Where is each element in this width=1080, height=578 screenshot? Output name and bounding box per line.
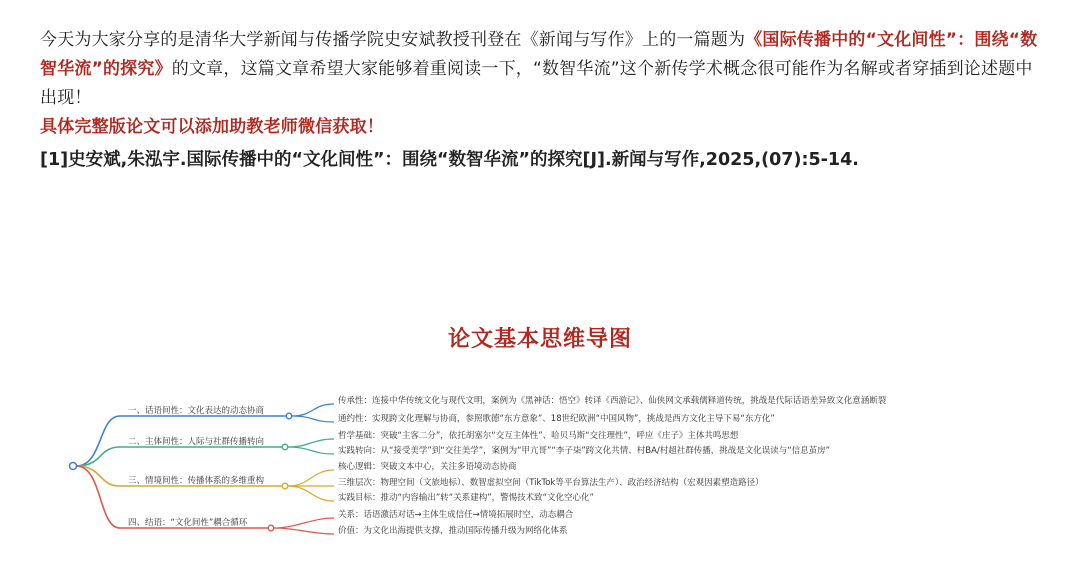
mindmap-leaf-label: 哲学基础：突破“主客二分”，依托胡塞尔“交互主体性”、哈贝马斯“交往理性”，呼应《庄子》主体共鸣思想: [338, 431, 739, 441]
mindmap-root-node: [70, 463, 77, 470]
mindmap: [0, 380, 1080, 570]
mindmap-leaf-connector: [274, 528, 334, 534]
wechat-notice: 具体完整版论文可以添加助教老师微信获取！: [40, 117, 384, 137]
mindmap-branch-connector: [76, 466, 120, 528]
article-title-highlight: 《国际传播中的“文化间性”：围绕“数智华流”的探究》: [40, 30, 1038, 79]
mindmap-leaf-connector: [288, 439, 334, 447]
mindmap-branch-node: [268, 525, 274, 531]
mindmap-branch-connector: [76, 466, 120, 486]
mindmap-branch-node: [286, 413, 292, 419]
mindmap-leaf-label: 关系：话语激活对话→主体生成信任→情境拓展时空，动态耦合: [338, 510, 574, 520]
mindmap-branch-label: 一、话语间性：文化表达的动态协商: [128, 406, 265, 416]
mindmap-branch-connector: [76, 447, 120, 466]
mindmap-leaf-label: 核心逻辑：突破文本中心，关注多语境动态协商: [338, 462, 517, 472]
mindmap-leaf-label: 价值：为文化出海提供支撑，推动国际传播升级为网络化体系: [338, 526, 568, 536]
mindmap-branch-label: 三、情境间性：传播体系的多维重构: [128, 476, 265, 486]
mindmap-leaf-label: 实践目标：推动“内容输出”转“关系建构”，警惕技术致“文化空心化”: [338, 493, 594, 503]
mindmap-leaf-connector: [288, 486, 334, 501]
intro-paragraph: [40, 26, 1040, 113]
mindmap-title: 论文基本思维导图: [447, 327, 632, 352]
mindmap-branch-label: 二、主体间性：人际与社群传播转向: [128, 437, 265, 447]
reference-citation: [1]史安斌,朱泓宇.国际传播中的“文化间性”：围绕“数智华流”的探究[J].新闻与写作,2025,(07):5-14.: [40, 150, 859, 170]
mindmap-leaf-connector: [292, 404, 334, 416]
mindmap-branch-label: 四、结语：“文化间性”耦合循环: [128, 518, 248, 528]
mindmap-leaf-connector: [292, 416, 334, 422]
mindmap-leaf-label: 通约性：实现跨文化理解与协商，参照歌德“东方意象”、18世纪欧洲“中国风物”，挑战是西方文化主导下易“东方化”: [338, 414, 775, 424]
mindmap-leaf-connector: [288, 447, 334, 454]
mindmap-branch-node: [282, 444, 288, 450]
intro-text-2: 的文章，这篇文章希望大家能够着重阅读一下，“数智华流”这个新传学术概念很可能作为名解或者穿插到论述题中出现！: [40, 59, 1033, 108]
mindmap-leaf-label: 传承性：连接中华传统文化与现代文明，案例为《黑神话：悟空》转译《西游记》、仙侠网文承载儒释道传统，挑战是代际话语差异致文化意涵断裂: [338, 396, 887, 406]
article-body: [40, 26, 1040, 177]
mindmap-branch-node: [282, 483, 288, 489]
mindmap-leaf-label: 三维层次：物理空间（文旅地标）、数智虚拟空间（TikTok等平台算法生产）、政治经济结构（宏观因素塑造路径）: [338, 478, 764, 488]
mindmap-leaf-label: 实践转向：从“接受美学”到“交往美学”，案例为“甲亢哥”“李子柒”跨文化共情、村BA/村超社群传播，挑战是文化误读与“信息茧房”: [338, 446, 831, 456]
intro-text-1: 今天为大家分享的是清华大学新闻与传播学院史安斌教授刊登在《新闻与写作》上的一篇题为: [40, 30, 746, 50]
mindmap-leaf-connector: [288, 470, 334, 486]
mindmap-leaf-connector: [274, 518, 334, 528]
